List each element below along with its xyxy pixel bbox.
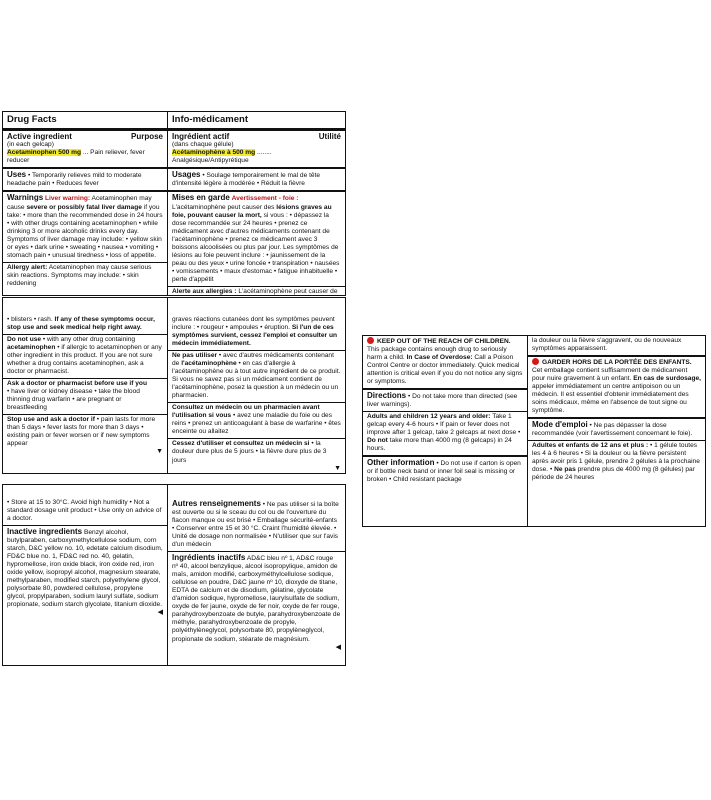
ingredient-actif-label: Ingrédient actif <box>172 131 230 141</box>
garder-hors-text-1: Cet emballage contient suffisamment de médicament pour nuire gravement à un enfant. <box>532 367 688 383</box>
adultes-bold: Ne pas <box>554 466 576 474</box>
adults-label: Adults and children 12 years and older: <box>367 413 491 421</box>
liver-warning-bold: severe or possibly fatal liver damage <box>26 203 142 211</box>
adults-bold: Do not <box>367 437 388 445</box>
mode-emploi-label: Mode d'emploi <box>532 420 588 430</box>
do-not-use-text-2: • if allergic to acetaminophen or any other ingredient in this product. If you are not sure whether a drug contains acetaminophen, ask a doctor or pharmacist. <box>7 344 162 376</box>
do-not-use-bold: acetaminophen <box>7 344 56 352</box>
info-medicament-title: Info-médicament <box>168 112 345 131</box>
cessez-label: Cessez d'utiliser et consultez un médecin si <box>172 440 310 448</box>
keep-out-reach-label: KEEP OUT OF THE REACH OF CHILDREN. <box>377 338 511 345</box>
ingredient-actif-name: Acétaminophène à 500 mg <box>172 149 256 157</box>
stop-cont-text: la douleur ou la fièvre s'aggravent, ou de nouveaux symptômes apparaissent. <box>532 337 682 353</box>
ne-pas-utiliser-label: Ne pas utiliser <box>172 352 218 360</box>
mises-en-garde-section <box>168 192 345 286</box>
alerte-cont-text: graves réactions cutanées dont les symptômes peuvent inclure : • rougeur • ampoules • éruption. <box>172 316 335 332</box>
panel-drug-facts-top <box>2 111 346 296</box>
liver-warning-text-1: Acetaminophen may cause <box>7 195 152 211</box>
warning-dot-icon <box>532 358 539 365</box>
overdose-label: In Case of Overdose: <box>406 354 473 362</box>
english-column <box>3 112 168 295</box>
warnings-label: Warnings <box>7 193 44 203</box>
panel-drug-facts-bottom <box>2 484 346 666</box>
inactive-ingredients-label: Inactive ingredients <box>7 527 83 537</box>
surdosage-label: En cas de surdosage, <box>633 375 701 383</box>
usages-section <box>168 169 345 192</box>
directions-text: • Do not take more than directed (see liver warnings). <box>367 393 518 409</box>
inactive-ingredients-section <box>3 526 167 620</box>
back-arrow-icon: ◀ <box>335 643 341 651</box>
mises-en-garde-label: Mises en garde <box>172 193 230 203</box>
ne-pas-utiliser-text-2: • en cas d'allergie à l'acétaminophène ou à tout autre ingrédient de ce produit. Si vous ne savez pas si un médicament contient de l'acétaminophène, posez la question à un médecin ou un pharmacien. <box>172 360 341 400</box>
autres-renseignements-label: Autres renseignements <box>172 499 261 508</box>
english-column <box>363 336 528 526</box>
do-not-use-text-1: • with any other drug containing <box>42 336 136 344</box>
liver-warning-text-2: if you take: • more than the recommended dose in 24 hours • with other drugs containing acetaminophen • while drinking 3 or more alcoholic drinks every day. Symptoms of liver damage may include: • yellow skin or eyes • dark urine • sweating • nausea • vomiting • stomach pain • unusual tiredness • loss of appetite. <box>7 203 163 259</box>
ask-doctor-text: • have liver or kidney disease • take the blood thinning drug warfarin • are pregnant or breastfeeding <box>7 388 140 412</box>
adultes-text-1: • 1 gélule toutes les 4 à 6 heures • Si la douleur ou la fièvre persistent après avoir pris 1 gélule, prendre 2 gélules à la prochaine dose. • <box>532 442 700 474</box>
ingredients-inactifs-section <box>168 552 345 654</box>
consultez-section <box>168 403 345 439</box>
adults-section <box>363 412 527 457</box>
other-information-label: Other information <box>367 458 435 468</box>
alerte-cont-bold: Si l'un de ces symptômes survient, cessez l'emploi et consulter un médecin immédiatement. <box>172 324 337 348</box>
allergy-cont-text: • blisters • rash. <box>7 316 53 323</box>
french-column <box>168 112 345 295</box>
continue-arrow-icon: ▼ <box>156 448 163 456</box>
french-column <box>168 485 345 665</box>
active-ingredient-name: Acetaminophen 500 mg <box>7 149 82 157</box>
keep-out-reach-section <box>363 336 527 390</box>
allergy-text: Acetaminophen may cause serious skin reactions. Symptoms may include: • skin reddening <box>7 263 152 287</box>
consultez-label: Consultez un médecin ou un pharmacien avant l'utilisation si vous <box>172 404 320 420</box>
active-ingredient-purpose: ... Pain reliever, fever reducer <box>7 149 145 165</box>
allergy-continued <box>3 298 167 335</box>
active-ingredient-each: (in each gelcap) <box>7 141 54 149</box>
stop-use-text: • pain lasts for more than 5 days • fever lasts for more than 3 days • existing pain or fever worsen or if new symptoms appear <box>7 416 156 448</box>
avertissement-foie-text-2: si vous : • dépassez la dose recommandée sur 24 heures • prenez ce médicament avec d'autres médicaments contenant de l'acétaminophène • prenez ce médicament avec 3 boissons alcoolisées ou plus par jour. Les symptômes de lésions au foie peuvent inclure : • jaunissement de la peau ou des yeux • urine foncée • transpiration • nausées • vomissements • maux d'estomac • fatigue inhabituelle • perte d'appétit <box>172 211 340 283</box>
continue-arrow-icon: ▼ <box>334 464 341 472</box>
garder-hors-text-2: appeler immédiatement un centre antipoison ou un médecin. Il est essentiel d'obtenir immédiatement des soins médicaux, même en l'absence de tout signe ou symptôme. <box>532 383 689 415</box>
uses-section <box>3 169 167 192</box>
utilite-label: Utilité <box>318 131 341 141</box>
allergy-label: Allergy alert: <box>7 263 48 271</box>
cessez-section <box>168 439 345 473</box>
back-arrow-icon: ◀ <box>157 609 163 617</box>
alerte-allergies-text: L'acétaminophène peut causer de <box>238 287 338 295</box>
stop-continued <box>528 336 705 357</box>
mode-emploi-text: • Ne pas dépasser la dose recommandée (voir l'avertissement concernant le foie). <box>532 422 693 438</box>
usages-label: Usages <box>172 170 201 180</box>
warnings-section <box>3 192 167 262</box>
other-information-text: • Do not use if carton is open or if bottle neck band or inner foil seal is missing or broken • Child resistant package <box>367 460 521 484</box>
ingredient-actif-purpose: ........ Analgésique/Antipyrétique <box>172 149 272 165</box>
panel-directions <box>362 335 706 527</box>
stop-use-section <box>3 415 167 459</box>
french-column <box>528 336 705 526</box>
directions-section <box>363 390 527 412</box>
cessez-text: • la douleur dure plus de 5 jours • la fièvre dure plus de 3 jours <box>172 440 327 464</box>
ingredient-actif-section <box>168 131 345 170</box>
inactive-ingredients-text: Benzyl alcohol, butylparaben, carboxymethylcellulose sodium, corn starch, D&C yellow no. 10, edetate calcium disodium, FD&C blue no. 1, FD&C red no. 40, gelatin, hypromellose, iron oxide black, iron oxide red, iron oxide yellow, isopropyl alcohol, magnesium stearate, methylparaben, modified starch, polyethylene glycol, polysorbate 80, powdered cellulose, propylene glycol, propylparaben, sodium lauryl sulfate, sodium propionate, sodium starch glycolate, titanium dioxide. <box>7 529 163 609</box>
alerte-allergies-label: Alerte aux allergies : <box>172 287 237 295</box>
avertissement-foie-bold: lésions graves au foie, pouvant causer la mort, <box>172 203 332 219</box>
avertissement-foie-text-1: L'acétaminophène peut causer des <box>172 203 275 211</box>
garder-hors-section <box>528 357 705 419</box>
ask-doctor-label: Ask a doctor or pharmacist before use if you <box>7 380 147 388</box>
directions-label: Directions <box>367 391 407 401</box>
autres-renseignements-section <box>168 485 345 552</box>
uses-label: Uses <box>7 170 27 180</box>
adultes-text-2: prendre plus de 4000 mg (8 gélules) par période de 24 heures <box>532 466 695 482</box>
adults-text-2: take more than 4000 mg (8 gelcaps) in 24 hours. <box>367 437 512 453</box>
panel-drug-facts-middle <box>2 297 346 474</box>
ne-pas-utiliser-bold: l'acétaminophène <box>181 360 237 368</box>
active-ingredient-label: Active ingredient <box>7 131 72 141</box>
do-not-use-section <box>3 335 167 379</box>
ingredient-actif-each: (dans chaque gélule) <box>172 141 234 149</box>
do-not-use-label: Do not use <box>7 336 42 344</box>
storage-section <box>3 485 167 526</box>
adults-text-1: Take 1 gelcap every 4-6 hours • If pain or fever does not improve after 1 gelcap, take 2 gelcaps at next dose • <box>367 413 521 437</box>
ingredients-inactifs-label: Ingrédients inactifs <box>172 553 246 563</box>
other-information-section <box>363 457 527 486</box>
purpose-label: Purpose <box>130 131 163 141</box>
mode-emploi-section <box>528 419 705 441</box>
stop-use-label: Stop use and ask a doctor if <box>7 416 95 424</box>
autres-renseignements-text: • Ne pas utiliser si la boîte est ouverte ou si le sceau du col ou de l'ouverture du flacon manque ou est brisé • Emballage sécurité-enfants • Conserver entre 15 et 30 °C. Craint l'humidité élevée. • Unité de dosage non normalisée • N'utiliser que sur l'avis d'un médecin <box>172 501 339 549</box>
drug-facts-title: Drug Facts <box>3 112 167 131</box>
allergy-cont-bold: If any of these symptoms occur, stop use and seek medical help right away. <box>7 316 155 332</box>
alerte-continued <box>168 298 345 351</box>
ne-pas-utiliser-text-1: • avec d'autres médicaments contenant de <box>172 352 334 368</box>
adultes-section <box>528 441 705 484</box>
french-column <box>168 298 345 473</box>
avertissement-foie-label: Avertissement - foie : <box>231 195 299 203</box>
allergy-section <box>3 263 167 290</box>
ask-doctor-section <box>3 379 167 415</box>
alerte-allergies-section <box>168 287 345 295</box>
keep-out-reach-text-2: Call a Poison Control Centre or doctor immediately. Quick medical attention is critical even if you do not notice any signs or symptoms. <box>367 354 523 386</box>
english-column <box>3 298 168 473</box>
usages-text: • Soulage temporairement le mal de tête d'intensité légère à modérée • Réduit la fièvre <box>172 172 321 188</box>
storage-text: • Store at 15 to 30°C. Avoid high humidity • Not a standard dosage unit product • Use only on advice of a doctor. <box>7 499 162 523</box>
warning-dot-icon <box>367 337 374 344</box>
ingredients-inactifs-text: AD&C bleu nº 1, AD&C rouge nº 40, alcool benzylique, alcool isopropylique, amidon de maïs, amidon modifié, carboxyméthylcellulose sodique, cellulose en poudre, D&C jaune nº 10, dioxyde de titane, EDTA de calcium et de disodium, gélatine, glycolate d'amidon sodique, hypromellose, laurylsulfate de sodium, oxyde de fer jaune, oxyde de fer noir, oxyde de fer rouge, parahydroxybenzoate de butyle, parahydroxybenzoate de méthyle, parahydroxybenzoate de propyle, polyéthylèneglycol, polysorbate 80, propylèneglycol, propionate de sodium, stéarate de magnésium. <box>172 555 341 643</box>
adultes-label: Adultes et enfants de 12 ans et plus : <box>532 442 649 450</box>
ne-pas-utiliser-section <box>168 351 345 403</box>
liver-warning-label: Liver warning: <box>45 195 91 203</box>
keep-out-reach-text-1: This package contains enough drug to seriously harm a child. <box>367 346 507 362</box>
garder-hors-label: GARDER HORS DE LA PORTÉE DES ENFANTS. <box>542 359 692 367</box>
english-column <box>3 485 168 665</box>
uses-text: • Temporarily relieves mild to moderate headache pain • Reduces fever <box>7 172 142 188</box>
consultez-text: • avez une maladie du foie ou des reins • prenez un anticoagulant à base de warfarine • êtes enceinte ou allaitez <box>172 412 341 436</box>
active-ingredient-section <box>3 131 167 170</box>
